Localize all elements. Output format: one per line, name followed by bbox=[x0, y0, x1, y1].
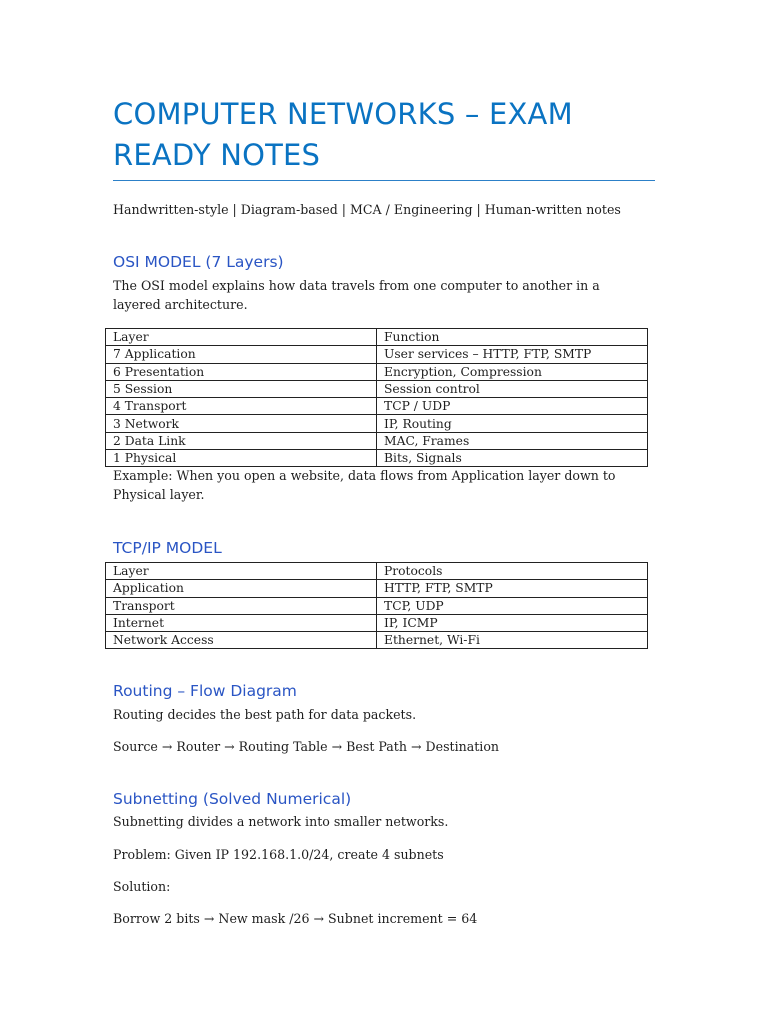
table-header-cell: Function bbox=[377, 329, 648, 346]
table-cell: Encryption, Compression bbox=[377, 363, 648, 380]
table-row bbox=[106, 398, 648, 415]
osi-intro: The OSI model explains how data travels from one computer to another in a layered architecture. bbox=[113, 278, 600, 312]
table-row bbox=[106, 632, 648, 649]
osi-table bbox=[105, 328, 648, 467]
table-cell: Network Access bbox=[106, 632, 377, 649]
table-row bbox=[106, 363, 648, 380]
table-row bbox=[106, 432, 648, 449]
table-header-cell: Layer bbox=[106, 563, 377, 580]
table-cell: 3 Network bbox=[106, 415, 377, 432]
table-row bbox=[106, 415, 648, 432]
tcpip-table bbox=[105, 562, 648, 649]
table-header-cell: Protocols bbox=[377, 563, 648, 580]
table-cell: Internet bbox=[106, 614, 377, 631]
table-row bbox=[106, 580, 648, 597]
table-cell: Session control bbox=[377, 380, 648, 397]
table-row bbox=[106, 597, 648, 614]
table-cell: TCP / UDP bbox=[377, 398, 648, 415]
page-title: COMPUTER NETWORKS – EXAM READY NOTES bbox=[113, 97, 573, 172]
subnetting-heading: Subnetting (Solved Numerical) bbox=[113, 790, 352, 808]
table-row bbox=[106, 380, 648, 397]
subnetting-intro: Subnetting divides a network into smaller networks. bbox=[113, 814, 449, 829]
table-cell: 2 Data Link bbox=[106, 432, 377, 449]
routing-intro: Routing decides the best path for data packets. bbox=[113, 707, 417, 722]
subnetting-problem: Problem: Given IP 192.168.1.0/24, create 4 subnets bbox=[113, 847, 444, 862]
table-row bbox=[106, 450, 648, 467]
table-cell: HTTP, FTP, SMTP bbox=[377, 580, 648, 597]
tcpip-heading: TCP/IP MODEL bbox=[113, 539, 222, 557]
routing-flow: Source → Router → Routing Table → Best Path → Destination bbox=[113, 739, 500, 754]
table-cell: 5 Session bbox=[106, 380, 377, 397]
table-row bbox=[106, 346, 648, 363]
table-cell: Transport bbox=[106, 597, 377, 614]
table-row bbox=[106, 614, 648, 631]
table-cell: User services – HTTP, FTP, SMTP bbox=[377, 346, 648, 363]
table-cell: 6 Presentation bbox=[106, 363, 377, 380]
table-cell: IP, ICMP bbox=[377, 614, 648, 631]
title-underline bbox=[113, 180, 655, 181]
table-cell: 1 Physical bbox=[106, 450, 377, 467]
table-cell: Bits, Signals bbox=[377, 450, 648, 467]
table-header-cell: Layer bbox=[106, 329, 377, 346]
table-cell: 7 Application bbox=[106, 346, 377, 363]
osi-heading: OSI MODEL (7 Layers) bbox=[113, 253, 284, 271]
table-cell: IP, Routing bbox=[377, 415, 648, 432]
table-header-row bbox=[106, 563, 648, 580]
table-cell: Application bbox=[106, 580, 377, 597]
table-cell: TCP, UDP bbox=[377, 597, 648, 614]
subnetting-step: Borrow 2 bits → New mask /26 → Subnet increment = 64 bbox=[113, 911, 478, 926]
subnetting-solution-label: Solution: bbox=[113, 879, 171, 894]
table-cell: 4 Transport bbox=[106, 398, 377, 415]
table-header-row bbox=[106, 329, 648, 346]
routing-heading: Routing – Flow Diagram bbox=[113, 682, 297, 700]
table-cell: Ethernet, Wi-Fi bbox=[377, 632, 648, 649]
subtitle-line: Handwritten-style | Diagram-based | MCA / Engineering | Human-written notes bbox=[113, 202, 621, 217]
table-cell: MAC, Frames bbox=[377, 432, 648, 449]
osi-example: Example: When you open a website, data flows from Application layer down to Physical layer. bbox=[113, 468, 616, 502]
